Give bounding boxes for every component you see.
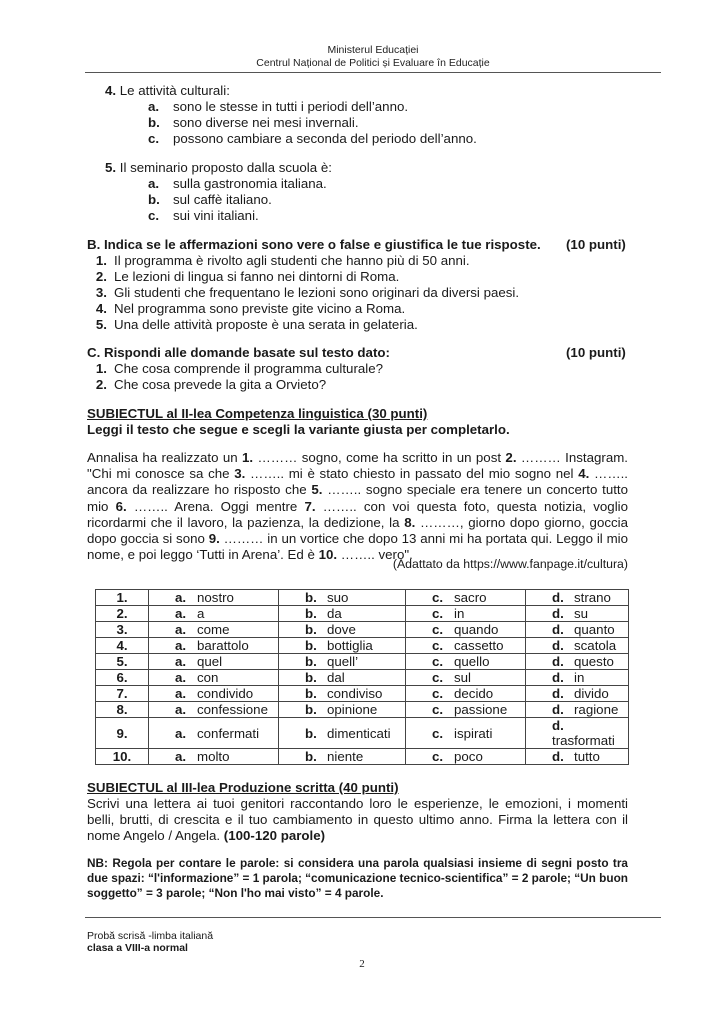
option-word: in [454,606,465,621]
option-cell-b [279,686,406,702]
option-cell-a [149,749,279,765]
blank-number: 7. [304,498,316,514]
option-letter: b. [305,638,317,653]
prompt-text: Scrivi una lettera ai tuoi genitori raccontando loro le esperienze, le emozioni, i momenti belli, brutti, di crescita e il tuo cambiamento in questo ultimo anno. Firma la lettera con il nome Angelo / Angela. [87,796,628,844]
table-row [96,718,629,749]
option-cell-b [279,702,406,718]
option-letter: c. [432,654,444,669]
option-letter: a. [175,654,187,669]
option-letter: a. [148,99,160,114]
option-word: opinione [327,702,378,717]
header-center: Centrul Național de Politici și Evaluare în Educație [256,57,490,69]
option-cell-b [279,606,406,622]
option-letter: d. [552,638,564,653]
option-letter: b. [148,192,160,207]
option-word: quel [197,654,223,669]
option-word: cassetto [454,638,504,653]
option-word: passione [454,702,508,717]
question-4-option-c [148,131,477,147]
option-letter: a. [175,702,187,717]
footer-class: clasa a VIII-a normal [87,942,188,954]
option-word: molto [197,749,230,764]
option-letter: b. [305,654,317,669]
row-number: 1. [96,590,149,606]
option-word: ispirati [454,725,493,741]
option-cell-c [406,686,526,702]
option-letter: b. [305,749,317,764]
passage-segment: …….. ancora da realizzare ho risposto che [87,466,628,498]
option-letter: b. [305,606,317,621]
subject-2-instruction: Leggi il testo che segue e scegli la variante giusta per completarlo. [87,422,510,437]
header-ministry: Ministerul Educației [327,44,419,56]
option-word: sacro [454,590,487,605]
option-word: barattolo [197,638,249,653]
passage-source: (Adattato da https://www.fanpage.it/cultura) [392,557,628,571]
passage-segment: …….. sogno speciale era tenere un concerto tutto mio [87,482,628,514]
row-number: 2. [96,606,149,622]
row-number: 7. [96,686,149,702]
option-word: bottiglia [327,638,373,653]
item-text: Nel programma sono previste gite vicino a Roma. [114,301,406,316]
option-letter: a. [175,622,187,637]
option-cell-b [279,749,406,765]
section-c-item-2 [89,377,326,393]
blank-number: 5. [311,482,323,498]
page-number: 2 [359,958,365,970]
footer-exam: Probă scrisă -limba italiană [87,930,214,942]
passage-text [87,450,628,563]
blank-number: 9. [208,531,220,547]
row-number: 9. [96,718,149,749]
section-b-item-3 [89,285,519,301]
footer-divider [85,917,661,918]
option-letter: b. [305,590,317,605]
option-letter: a. [175,638,187,653]
option-cell-d [526,590,629,606]
option-cell-b [279,590,406,606]
word-count-note [87,856,628,901]
blank-number: 4. [578,466,590,482]
option-cell-c [406,622,526,638]
option-text: sono diverse nei mesi invernali. [173,115,359,130]
passage-segment: …….. con voi questa foto, questa notizia, voglio ricordarmi che il lavoro, la pazienza, la dedizione, la [87,498,628,530]
passage-segment: …….. vero". [337,547,413,563]
option-word: trasformati [552,733,615,748]
option-cell-a [149,606,279,622]
option-letter: d. [552,590,564,605]
section-b-item-5 [89,317,418,333]
option-cell-a [149,718,279,749]
row-number: 6. [96,670,149,686]
item-text: Una delle attività proposte è una serata in gelateria. [114,317,418,332]
option-cell-d [526,606,629,622]
option-word: quanto [574,622,615,637]
option-letter: c. [148,131,160,146]
question-5 [105,160,332,176]
option-word: poco [454,749,483,764]
option-cell-c [406,606,526,622]
section-c-title: C. Rispondi alle domande basate sul testo dato: [87,345,390,360]
option-word: a [197,606,205,621]
item-number: 1. [95,253,107,268]
option-letter: d. [552,718,564,733]
option-letter: d. [552,606,564,621]
table-row [96,622,629,638]
option-word: tutto [574,749,600,764]
option-word: con [197,670,219,685]
cloze-passage [87,450,628,563]
question-text: Le attività culturali: [116,83,230,98]
option-letter: c. [432,702,444,717]
option-letter: b. [148,115,160,130]
option-cell-d [526,670,629,686]
section-b-item-2 [89,269,399,285]
option-cell-a [149,622,279,638]
option-letter: a. [175,670,187,685]
option-word: dimenticati [327,725,391,741]
blank-number: 2. [505,450,517,465]
option-cell-b [279,670,406,686]
passage-segment: ……… sogno, come ha scritto in un post [253,450,506,465]
option-word: dal [327,670,345,685]
option-cell-a [149,686,279,702]
row-number: 8. [96,702,149,718]
passage-segment: …….. Arena. Oggi mentre [126,498,305,514]
blank-number: 3. [234,466,246,482]
option-word: condiviso [327,686,383,701]
option-cell-c [406,638,526,654]
row-number: 5. [96,654,149,670]
passage-segment: Annalisa ha realizzato un [87,450,243,465]
option-cell-d [526,686,629,702]
header-divider [85,72,661,73]
item-number: 4. [95,301,107,316]
option-word: da [327,606,342,621]
option-word: dove [327,622,356,637]
option-cell-c [406,654,526,670]
item-text: Gli studenti che frequentano le lezioni sono originari da diversi paesi. [114,285,520,300]
option-cell-b [279,718,406,749]
option-word: in [574,670,585,685]
item-number: 2. [95,269,107,284]
option-word: nostro [197,590,234,605]
item-number: 5. [95,317,107,332]
option-letter: b. [305,670,317,685]
question-5-option-a [148,176,327,192]
option-cell-a [149,654,279,670]
question-4 [105,83,230,99]
row-number: 3. [96,622,149,638]
option-cell-c [406,590,526,606]
options-table [95,589,629,765]
option-letter: a. [175,606,187,621]
option-word: condivido [197,686,254,701]
option-word: divido [574,686,609,701]
option-word: questo [574,654,614,669]
option-text: sul caffè italiano. [173,192,272,207]
option-text: sono le stesse in tutti i periodi dell’anno. [173,99,409,114]
option-word: quell’ [327,654,359,669]
table-row [96,638,629,654]
row-number: 10. [96,749,149,765]
blank-number: 1. [242,450,254,465]
blank-number: 10. [318,547,338,563]
option-cell-a [149,702,279,718]
passage-segment: ……… in un vortice che dopo 13 anni mi ha portata qui. Leggo il mio nome, e poi leggo ‘Tutti in Arena’. Ed è [87,531,628,563]
blank-number: 6. [115,498,127,514]
note-label: NB: [87,856,108,870]
option-word: ragione [574,702,619,717]
option-letter: b. [305,702,317,717]
question-text: Il seminario proposto dalla scuola è: [116,160,332,175]
option-word: suo [327,590,349,605]
option-word: quello [454,654,490,669]
option-cell-b [279,622,406,638]
option-word: niente [327,749,364,764]
option-word: confessione [197,702,268,717]
option-word: confermati [197,725,260,741]
option-cell-d [526,718,629,749]
option-cell-c [406,718,526,749]
passage-segment: ……… Instagram. "Chi mi conosce sa che [87,450,628,482]
question-4-option-a [148,99,408,115]
word-count: (100-120 parole) [223,828,326,844]
option-letter: b. [305,622,317,637]
item-text: Il programma è rivolto agli studenti che hanno più di 50 anni. [114,253,470,268]
option-cell-c [406,670,526,686]
blank-number: 8. [404,514,416,530]
table-row [96,654,629,670]
item-number: 2. [95,377,107,392]
option-letter: d. [552,622,564,637]
option-letter: c. [432,590,444,605]
option-letter: a. [175,725,187,741]
option-cell-a [149,590,279,606]
passage-segment: …….. mi è stato chiesto in passato del mio sogno nel [245,466,579,482]
question-4-option-b [148,115,359,131]
subject-3-prompt [87,796,628,845]
option-word: su [574,606,589,621]
option-cell-d [526,622,629,638]
option-letter: d. [552,749,564,764]
option-letter: a. [148,176,160,191]
option-cell-b [279,638,406,654]
option-word: decido [454,686,494,701]
option-letter: a. [175,749,187,764]
option-letter: c. [432,606,444,621]
option-letter: c. [148,208,160,223]
table-row [96,590,629,606]
option-letter: c. [432,622,444,637]
subject-3-title: SUBIECTUL al III-lea Produzione scritta (40 punti) [87,780,399,795]
option-cell-d [526,638,629,654]
table-row [96,606,629,622]
option-cell-d [526,702,629,718]
option-letter: b. [305,686,317,701]
option-word: sul [454,670,471,685]
option-letter: c. [432,638,444,653]
option-letter: c. [432,749,444,764]
note-text: Regola per contare le parole: si considera una parola qualsiasi insieme di segni posto tra due spazi: “l'informazione” = 1 parola; “comunicazione tecnico-scientifica” = 2 parole; “Un buon soggetto” = 3 parole; “Non l'ho mai visto” = 4 parole. [87,856,628,900]
option-cell-a [149,670,279,686]
option-word: scatola [574,638,617,653]
option-text: sui vini italiani. [173,208,259,223]
section-c-item-1 [89,361,383,377]
item-number: 1. [95,361,107,376]
option-word: strano [574,590,611,605]
item-text: Che cosa comprende il programma culturale? [114,361,384,376]
option-cell-a [149,638,279,654]
question-number: 4. [105,83,117,98]
row-number: 4. [96,638,149,654]
option-letter: c. [432,725,444,741]
option-letter: a. [175,686,187,701]
section-b-points: (10 punti) [566,237,626,252]
option-word: come [197,622,230,637]
option-text: possono cambiare a seconda del periodo dell’anno. [173,131,477,146]
section-c-points: (10 punti) [566,345,626,360]
question-5-option-b [148,192,272,208]
item-text: Che cosa prevede la gita a Orvieto? [114,377,327,392]
question-5-option-c [148,208,259,224]
option-letter: b. [305,725,317,741]
option-letter: d. [552,686,564,701]
section-b-item-1 [89,253,470,269]
option-cell-b [279,654,406,670]
option-letter: d. [552,670,564,685]
option-letter: c. [432,686,444,701]
option-letter: d. [552,702,564,717]
option-text: sulla gastronomia italiana. [173,176,327,191]
option-cell-d [526,749,629,765]
passage-segment: ………, giorno dopo giorno, goccia dopo goccia si sono [87,514,628,547]
table-row [96,670,629,686]
table-row [96,686,629,702]
option-word: quando [454,622,499,637]
option-cell-d [526,654,629,670]
option-cell-c [406,702,526,718]
option-cell-c [406,749,526,765]
table-row [96,749,629,765]
subject-2-title: SUBIECTUL al II-lea Competenza linguistica (30 punti) [87,406,428,421]
item-number: 3. [95,285,107,300]
option-letter: d. [552,654,564,669]
item-text: Le lezioni di lingua si fanno nei dintorni di Roma. [114,269,400,284]
option-letter: a. [175,590,187,605]
section-b-title: B. Indica se le affermazioni sono vere o false e giustifica le tue risposte. [87,237,541,252]
section-b-item-4 [89,301,405,317]
table-row [96,702,629,718]
option-letter: c. [432,670,444,685]
question-number: 5. [105,160,117,175]
